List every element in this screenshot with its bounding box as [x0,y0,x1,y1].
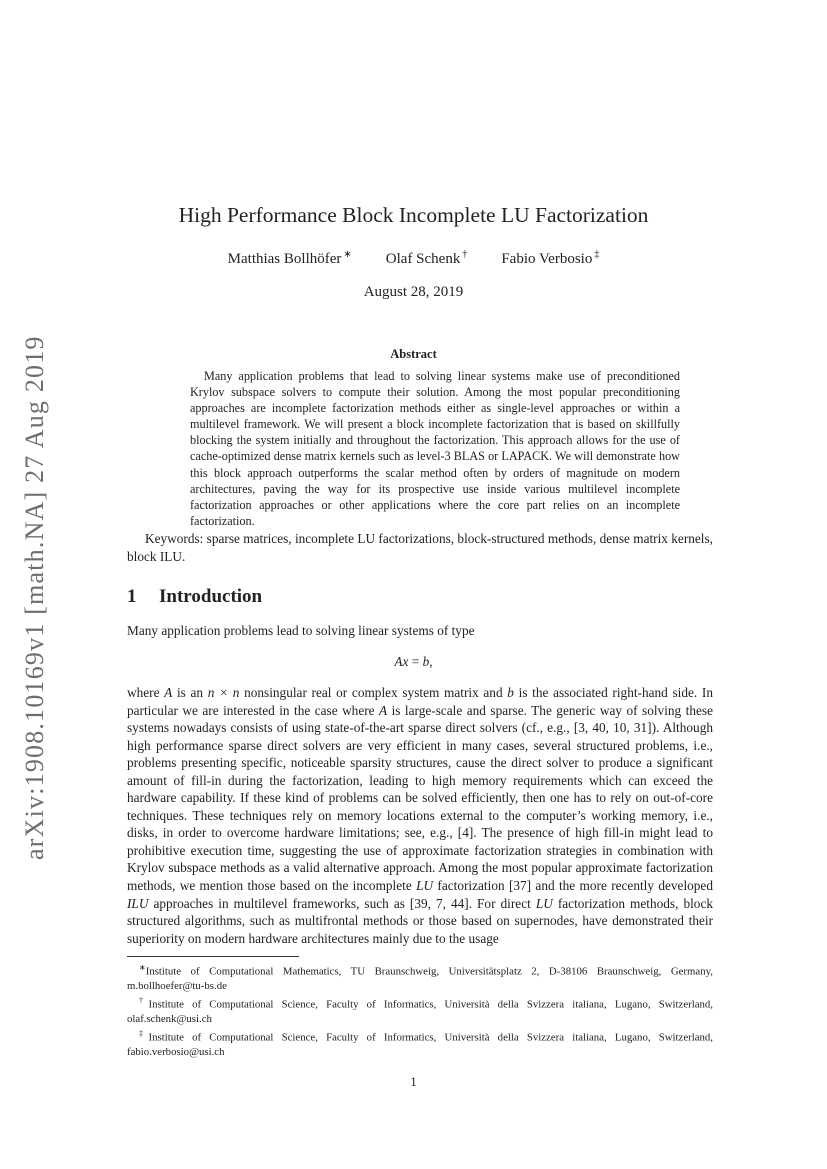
equation [0,654,827,670]
section-title: Introduction [159,586,263,607]
equation-equals: = [408,654,423,669]
author-list [0,249,827,268]
intro-paragraph [127,684,713,947]
footnote-text: Institute of Computational Science, Faculty of Informatics, Università della Svizzera italiana, Lugano, Switzerland, olaf.schenk@usi.ch [127,998,714,1026]
math-variable: A [379,702,388,718]
math-variable: n × n [207,685,240,700]
paper-title: High Performance Block Incomplete LU Factorization [178,203,649,227]
section-heading [127,586,262,608]
footnote-text: Institute of Computational Mathematics, TU Braunschweig, Universitätsplatz 2, D-38106 Braunschweig, Germany, m.bollhoefer@tu-bs.de [127,965,713,992]
math-variable: b [507,685,514,700]
author [228,249,352,268]
page-number: 1 [410,1074,417,1089]
equation-punctuation: , [429,654,433,669]
math-variable: LU [416,878,434,894]
footnote-mark: † [139,996,149,1006]
footnote-mark: ‡ [139,1029,149,1039]
footnote [127,994,713,1026]
author [386,249,468,268]
footnote [127,1027,713,1059]
section-number: 1 [127,586,137,607]
footnote-divider [127,956,299,957]
abstract-text: Many application problems that lead to solving linear systems make use of preconditioned Krylov subspace solvers to compute their solution. Among the most popular preconditioning approaches are incomplete factorization methods either as single-level approaches or within a multilevel framework. We will present a block incomplete factorization that is based on skillfully blocking the system initially and throughout the factorization. This approach allows for the use of cache-optimized dense matrix kernels such as level-3 BLAS or LAPACK. We will demonstrate how this block approach outperforms the scalar method often by orders of magnitude on modern architectures, paving the way for its prospective use inside various multilevel incomplete factorization approaches or other applications where the core part relies on an incomplete factorization. [190,369,680,528]
author-name: Olaf Schenk [385,251,461,267]
text-run: approaches in multilevel frameworks, such as [39, 7, 44]. For direct [148,895,536,911]
intro-lead-sentence: Many application problems lead to solving linear systems of type [127,623,475,638]
text-run: factorization methods, block structured algorithms, such as multifrontal methods or those based on supernodes, have demonstrated their superiority on modern hardware architectures mainly due to the usage [127,895,713,946]
text-run: nonsingular real or complex system matrix and [239,685,508,700]
author-footnote-mark: † [462,249,468,260]
text-run: where [127,685,165,700]
footnotes [127,961,713,1061]
footnote-mark: ∗ [139,963,146,972]
text-run: is an [172,685,208,700]
author-name: Fabio Verbosio [501,251,593,267]
footnote-text: Institute of Computational Science, Faculty of Informatics, Università della Svizzera italiana, Lugano, Switzerland, fabio.verbosio@usi.ch [127,1031,714,1059]
author-name: Matthias Bollhöfer [227,251,342,267]
publication-date: August 28, 2019 [363,284,464,300]
math-variable: ILU [127,895,149,911]
footnote [127,961,713,993]
math-variable: A [164,685,173,700]
arxiv-identifier-stamp: arXiv:1908.10169v1 [math.NA] 27 Aug 2019 [20,335,49,860]
text-run: is the associated right-hand side. In particular we are interested in the case where [127,685,713,718]
author [501,249,599,268]
abstract-heading: Abstract [390,347,437,361]
math-variable: LU [535,895,553,911]
author-footnote-mark: ∗ [343,249,352,260]
equation-rhs: b [422,654,430,669]
text-run: factorization [37] and the more recently developed [433,878,713,894]
text-run: is large-scale and sparse. The generic way of solving these systems nowadays consists of using state-of-the-art sparse direct solvers (cf., e.g., [3, 40, 10, 31]). Although high performance sparse direct solvers are very efficient in many cases, several structured problems, i.e., problems presenting specific, noticeable sparsity structures, cause the direct solver to produce a significant amount of fill-in during the factorization, leading to high memory requirements which can exceed the hardware capability. If these kind of problems can be solved efficiently, then one has to rely on out-of-core techniques. These techniques rely on memory locations external to the computer’s working memory, i.e., disks, in order to overcome hardware limitations; see, e.g., [4]. The presence of high fill-in might lead to prohibitive execution time, suggesting the use of approximate factorization strategies in combination with Krylov subspace methods as a valid alternative approach. Among the most popular approximate factorization methods, we mention those based on the incomplete [127,702,713,894]
equation-lhs: Ax [394,654,409,669]
keywords: Keywords: sparse matrices, incomplete LU factorizations, block-structured methods, dense matrix kernels, block ILU. [127,531,713,564]
author-footnote-mark: ‡ [594,249,600,260]
